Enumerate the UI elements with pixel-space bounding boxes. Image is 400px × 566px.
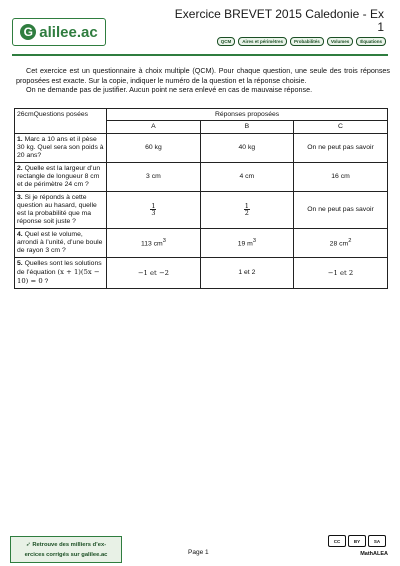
answer-b: [200, 192, 293, 229]
table-row: [15, 229, 388, 258]
rocket-icon: ➶: [25, 541, 31, 548]
fraction-one-third: $\frac{1}{3}$: [151, 201, 156, 217]
qcm-table: [14, 108, 388, 289]
instructions-p1: Cet exercice est un questionnaire à choix multiple (QCM). Pour chaque question, une seule des trois réponses proposées est exacte. Sur la copie, indiquer le numéro de la question et la réponse choisie.: [16, 66, 390, 85]
page-number: Page 1: [188, 549, 209, 556]
table-row: [15, 134, 388, 163]
tag-aires[interactable]: Aires et périmètres: [238, 37, 287, 46]
mathalea-brand: MathALEA: [360, 551, 388, 557]
promo-line-2: ercices corrigés sur galilee.ac: [24, 551, 108, 558]
tag-volumes[interactable]: Volumes: [327, 37, 353, 46]
title-line-2: 1: [377, 20, 384, 34]
answer-b: 1 et 2: [200, 258, 293, 289]
galilee-promo-link[interactable]: [10, 536, 122, 563]
promo-line-1: ➶ Retrouve des milliers d’ex-: [25, 541, 107, 548]
answer-c: 28 $cm^2$: [294, 229, 388, 258]
title-line-1: Exercice BREVET 2015 Caledonie - Ex: [174, 7, 384, 21]
answer-c: 16 cm: [294, 163, 388, 192]
question-cell: 2. Quelle est la largeur d’un rectangle de longueur 8 cm et de périmètre 24 cm ?: [15, 163, 107, 192]
cc-icon: CC: [328, 535, 346, 547]
cc-license-badge[interactable]: [328, 535, 386, 547]
answer-a: 113 $cm^3$: [107, 229, 201, 258]
answer-b: 40 kg: [200, 134, 293, 163]
responses-header: Réponses proposées: [107, 109, 388, 121]
table-row: [15, 192, 388, 229]
logo-text: alilee.ac: [39, 23, 98, 41]
answer-a: 60 kg: [107, 134, 201, 163]
answer-b: 4 cm: [200, 163, 293, 192]
col-c: C: [294, 121, 388, 134]
question-cell: 1. Marc a 10 ans et il pèse 30 kg. Quel sera son poids à 20 ans?: [15, 134, 107, 163]
answer-b: 19 $m^3$: [200, 229, 293, 258]
topic-tags: [217, 37, 386, 46]
questions-header: 26cmQuestions posées: [15, 109, 107, 134]
page-footer: [0, 530, 400, 566]
question-cell: 4. Quel est le volume, arrondi à l’unité, d’une boule de rayon 3 cm ?: [15, 229, 107, 258]
page-header: [0, 0, 400, 58]
logo-g-icon: G: [20, 24, 36, 40]
answer-a: −1 et −2: [107, 258, 201, 289]
instructions: [16, 66, 390, 95]
question-cell: 3. Si je réponds à cette question au hasard, quelle est la probabilité que ma réponse soit juste ?: [15, 192, 107, 229]
col-b: B: [200, 121, 293, 134]
answer-c: On ne peut pas savoir: [294, 134, 388, 163]
answer-a: [107, 192, 201, 229]
tag-qcm[interactable]: QCM: [217, 37, 236, 46]
question-cell: 5. Quelles sont les solutions de l’équation (x + 1)(5x − 10) = 0 ?: [15, 258, 107, 289]
sa-icon: SA: [368, 535, 386, 547]
table-row: [15, 163, 388, 192]
answer-a: 3 cm: [107, 163, 201, 192]
answer-c: On ne peut pas savoir: [294, 192, 388, 229]
col-a: A: [107, 121, 201, 134]
tag-probabilites[interactable]: Probabilités: [290, 37, 324, 46]
instructions-p2: On ne demande pas de justifier. Aucun point ne sera enlevé en cas de mauvaise réponse.: [26, 85, 313, 95]
table-row: [15, 258, 388, 289]
tag-equations[interactable]: Équations: [356, 37, 386, 46]
fraction-one-half: $\frac{1}{2}$: [244, 201, 249, 217]
galilee-logo[interactable]: [12, 18, 106, 46]
table-header-row: [15, 109, 388, 121]
exercise-title: [175, 8, 384, 34]
answer-c: −1 et 2: [294, 258, 388, 289]
header-divider: [12, 54, 388, 56]
by-icon: BY: [348, 535, 366, 547]
